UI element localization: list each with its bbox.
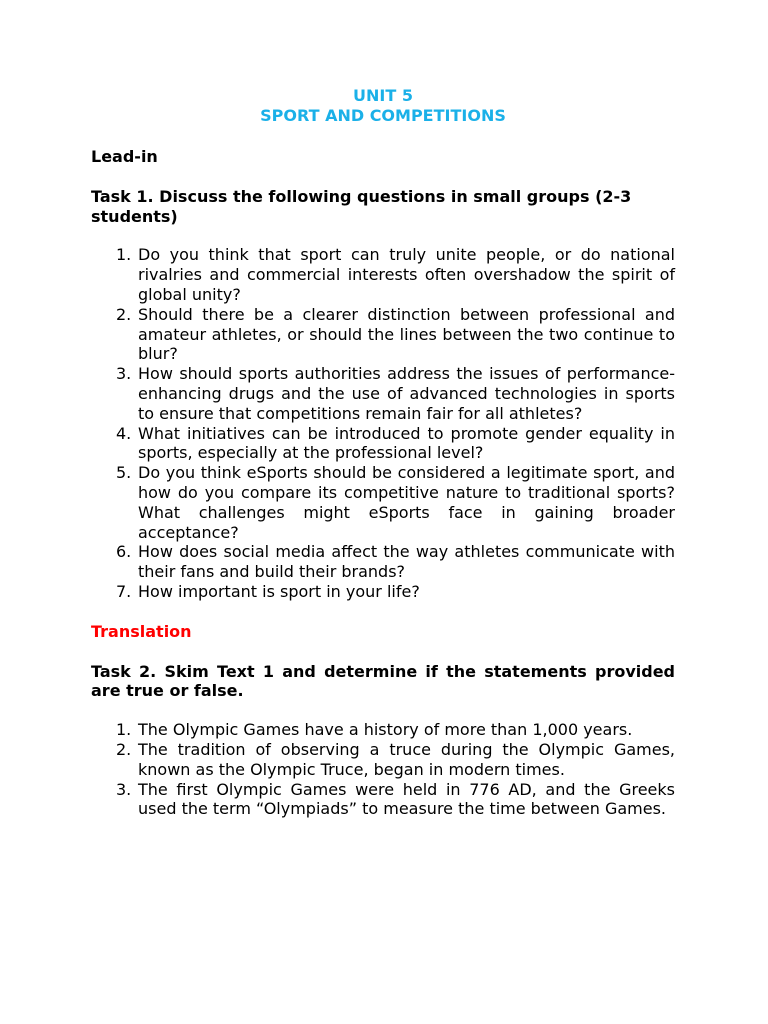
item-number: 2. xyxy=(116,304,132,324)
item-text: The Olympic Games have a history of more than 1,000 years. xyxy=(138,720,633,740)
list-item xyxy=(91,364,675,423)
item-text: The first Olympic Games were held in 776 AD, and the Greeks used the term “Olympiads” to measure the time between Games. xyxy=(138,779,675,819)
unit-title: SPORT AND COMPETITIONS xyxy=(260,106,506,125)
item-text: How should sports authorities address the issues of performance-enhancing drugs and the use of advanced technologies in sports to ensure that competitions remain fair for all athletes? xyxy=(138,364,675,423)
list-item xyxy=(91,780,675,820)
item-text: Do you think that sport can truly unite people, or do national rivalries and commercial interests often overshadow the spirit of global unity? xyxy=(138,245,675,304)
item-text: How important is sport in your life? xyxy=(138,581,420,601)
item-text: The tradition of observing a truce during the Olympic Games, known as the Olympic Truce, began in modern times. xyxy=(138,739,675,779)
item-number: 6. xyxy=(116,542,132,562)
item-number: 4. xyxy=(116,423,132,443)
task2-heading: Task 2. Skim Text 1 and determine if the statements provided are true or false. xyxy=(91,661,675,701)
lead-in-heading: Lead-in xyxy=(91,147,158,166)
translation-heading: Translation xyxy=(91,621,192,641)
task2-statement-list xyxy=(91,720,675,819)
item-number: 7. xyxy=(116,581,132,601)
list-item xyxy=(91,245,675,304)
task1-question-list xyxy=(91,245,675,601)
list-item xyxy=(91,424,675,464)
list-item xyxy=(91,463,675,542)
item-number: 3. xyxy=(116,364,132,384)
list-item xyxy=(91,740,675,780)
item-number: 5. xyxy=(116,463,132,483)
item-text: What initiatives can be introduced to promote gender equality in sports, especially at the professional level? xyxy=(138,423,675,463)
list-item xyxy=(91,305,675,364)
item-text: Should there be a clearer distinction between professional and amateur athletes, or should the lines between the two continue to blur? xyxy=(138,304,675,364)
unit-number: UNIT 5 xyxy=(353,86,413,105)
task1-heading: Task 1. Discuss the following questions in small groups (2-3 students) xyxy=(91,186,632,226)
item-number: 1. xyxy=(116,245,132,265)
item-number: 1. xyxy=(116,720,132,740)
list-item xyxy=(91,720,675,740)
item-text: Do you think eSports should be considered a legitimate sport, and how do you compare its competitive nature to traditional sports? What challenges might eSports face in gaining broader acceptance? xyxy=(138,463,675,542)
item-number: 3. xyxy=(116,779,132,799)
list-item xyxy=(91,542,675,582)
list-item xyxy=(91,582,675,602)
item-number: 2. xyxy=(116,739,132,759)
item-text: How does social media affect the way athletes communicate with their fans and build their brands? xyxy=(138,542,675,582)
